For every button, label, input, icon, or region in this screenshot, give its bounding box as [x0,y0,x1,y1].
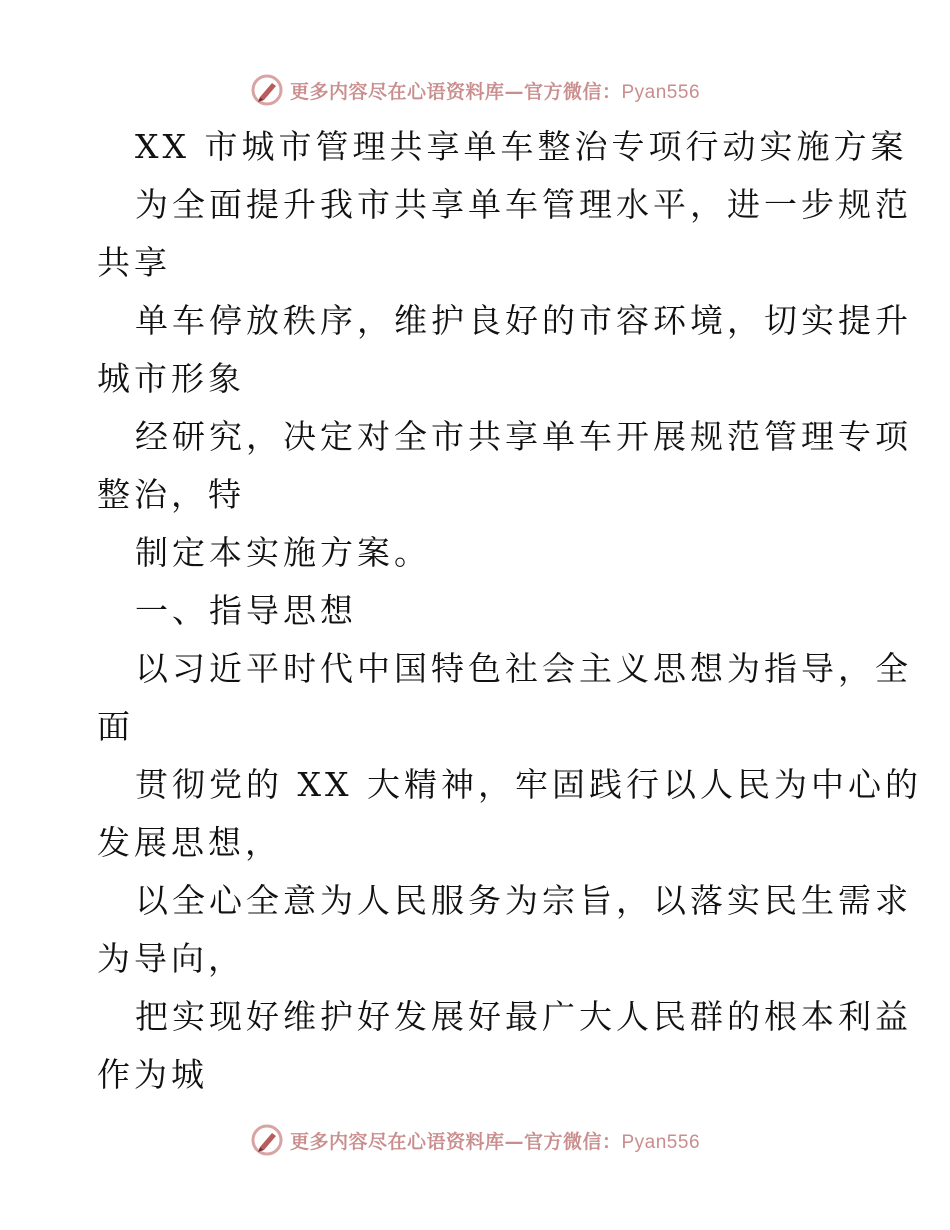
document-line: 经研究，决定对全市共享单车开展规范管理专项 [135,417,912,456]
document-line: 共享 [97,243,171,282]
document-line: 把实现好维护好发展好最广大人民群的根本利益 [135,997,912,1036]
document-line: 以习近平时代中国特色社会主义思想为指导，全 [135,649,912,688]
document-line: 城市形象 [97,359,245,398]
document-line: 整治，特 [97,475,245,514]
watermark-text: 更多内容尽在心语资料库—官方微信：Pyan556 [289,1130,701,1153]
pen-logo-icon [250,73,284,107]
document-body [97,118,922,1104]
document-line: 贯彻党的 XX 大精神，牢固践行以人民为中心的 [135,765,922,804]
pen-logo-icon [250,1123,284,1157]
document-line: 为导向， [97,939,245,978]
document-line: 制定本实施方案。 [135,533,431,572]
document-line: 发展思想， [97,823,282,862]
watermark-text: 更多内容尽在心语资料库—官方微信：Pyan556 [289,80,701,103]
document-line: 面 [97,707,134,746]
document-line: XX 市城市管理共享单车整治专项行动实施方案 [135,127,908,166]
document-line: 以全心全意为人民服务为宗旨，以落实民生需求 [135,881,912,920]
document-line: 作为城 [97,1055,208,1094]
document-line: 一、指导思想 [135,591,357,630]
document-line: 为全面提升我市共享单车管理水平，进一步规范 [135,185,912,224]
header-watermark [0,70,950,110]
footer-watermark [0,1120,950,1160]
document-line: 单车停放秩序，维护良好的市容环境，切实提升 [135,301,912,340]
